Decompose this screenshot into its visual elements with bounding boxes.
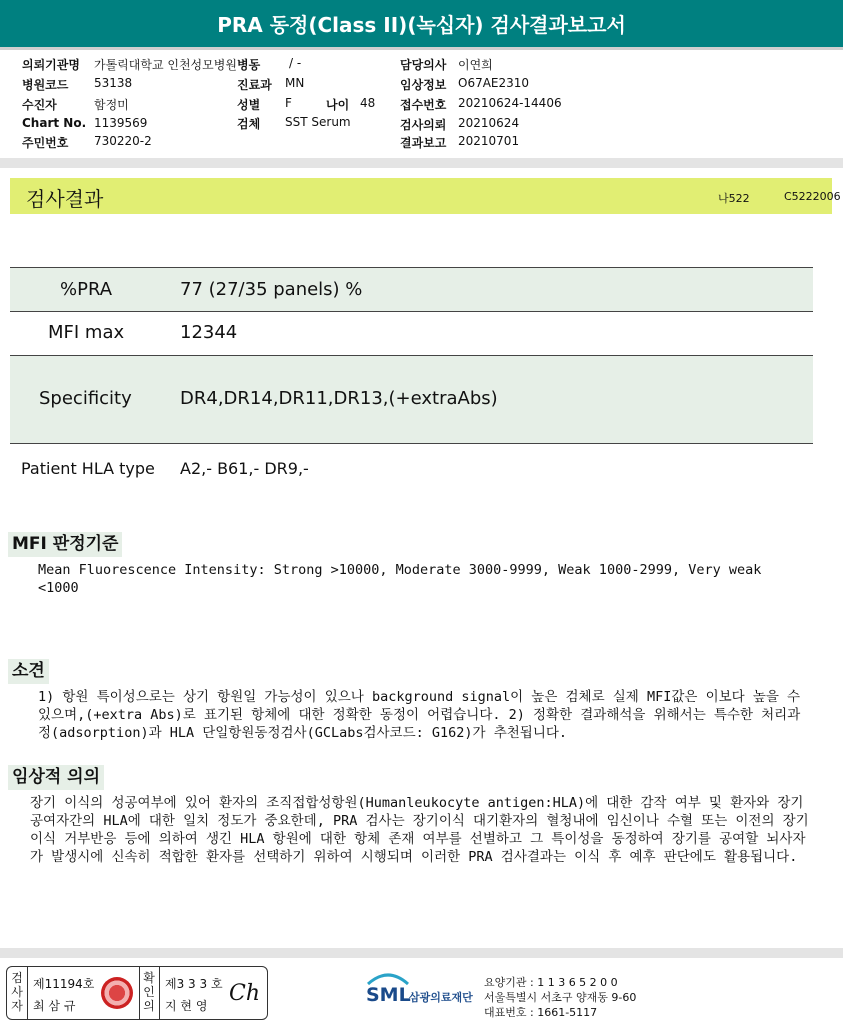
- row-key: %PRA: [60, 279, 113, 300]
- opinion-text: 1) 항원 특이성으로는 상기 항원일 가능성이 있으나 background signal이 높은 검체로 실제 MFI값은 이보다 높을 수 있으며,(+extra Abs)로 표기된 항체에 대한 정확한 동정이 어렵습니다. 2) 정확한 결과해석을 위해서는 특수한 처리과정(adsorption)과 HLA 단일항원동정검사(GCLabs검사코드: G162)가 추천됩니다.: [38, 689, 809, 741]
- row-key: MFI max: [48, 322, 125, 343]
- box-divider: [139, 967, 140, 1019]
- row-value: DR4,DR14,DR11,DR13,(+extraAbs): [180, 388, 498, 409]
- signature: Ch: [229, 981, 261, 1006]
- age-value: 48: [360, 96, 376, 110]
- institution-value: 가톨릭대학교 인천성모병원: [94, 58, 237, 72]
- specimen-label: 검체: [237, 117, 261, 131]
- examiner-name: 최 삼 규: [33, 999, 76, 1013]
- table-row-mfi-max: [10, 312, 813, 355]
- patient-value: 함정미: [94, 98, 129, 112]
- org-address: 서울특별시 서초구 양재동 9-60: [484, 991, 637, 1004]
- doctor-label: 담당의사: [400, 58, 447, 72]
- patient-label: 수진자: [22, 98, 57, 112]
- chart-no-value: 1139569: [94, 116, 148, 130]
- receipt-no-value: 20210624-14406: [458, 96, 562, 110]
- seal-icon: [101, 977, 133, 1009]
- hospital-code-value: 53138: [94, 76, 133, 90]
- row-value: A2,- B61,- DR9,-: [180, 459, 309, 478]
- clinical-text: 장기 이식의 성공여부에 있어 환자의 조직접합성항원(Humanleukocyte antigen:HLA)에 대한 감작 여부 및 환자와 장기공여자간의 HLA에 대한 일치 정도가 중요한데, PRA 검사는 장기이식 대기환자의 혈청내에 임신이나 수혈 또는 이전의 장기이식 거부반응 등에 의하여 생긴 HLA 항원에 대한 항체 존재 여부를 선별하고 그 특이성을 동정하여 장기를 공여할 뇌사자가 발생시에 신속히 적합한 환자를 선택하기 위하여 시행되며 이러한 PRA 검사결과는 이식 후 예후 판단에도 활용됩니다.: [30, 795, 809, 865]
- resident-no-label: 주민번호: [22, 136, 69, 150]
- org-phone: 대표번호 : 1661-5117: [484, 1006, 598, 1019]
- sex-label: 성별: [237, 98, 261, 112]
- header-divider: [0, 158, 843, 168]
- result-code-secondary: C5222006: [784, 190, 841, 203]
- mfi-text: Mean Fluorescence Intensity: Strong >10000, Moderate 3000-9999, Weak 1000-2999, Very weak <1000: [38, 562, 770, 596]
- row-key: Specificity: [39, 388, 132, 409]
- table-row-hla-type: [10, 444, 813, 490]
- footer-divider: [0, 948, 843, 958]
- care-org-number: 요양기관 : 1 1 3 6 5 2 0 0: [484, 976, 618, 989]
- department-label: 진료과: [237, 78, 272, 92]
- result-heading: 검사결과: [26, 187, 104, 211]
- ward-value: / -: [289, 56, 302, 70]
- clinical-heading: 임상적 의의: [8, 765, 104, 790]
- report-date-label: 결과보고: [400, 136, 447, 150]
- mfi-heading: MFI 판정기준: [8, 532, 122, 557]
- doctor-value: 이연희: [458, 58, 493, 72]
- box-divider: [27, 967, 28, 1019]
- clinical-info-label: 임상정보: [400, 78, 447, 92]
- age-label: 나이: [326, 98, 350, 112]
- examiner-vertical-label: 검사자: [11, 971, 23, 1013]
- receipt-no-label: 접수번호: [400, 98, 447, 112]
- resident-no-value: 730220-2: [94, 134, 152, 148]
- confirmer-vertical-label: 확인의: [143, 971, 155, 1013]
- table-row-pra: [10, 268, 813, 311]
- confirmer-name: 지 현 영: [165, 999, 208, 1013]
- row-key: Patient HLA type: [21, 459, 155, 478]
- box-divider: [159, 967, 160, 1019]
- chart-no-label: Chart No.: [22, 116, 87, 130]
- request-date-value: 20210624: [458, 116, 520, 130]
- row-value: 77 (27/35 panels) %: [180, 279, 363, 300]
- confirmer-license: 제3 3 3 호: [165, 977, 223, 991]
- sex-value: F: [285, 96, 292, 110]
- examiner-license: 제11194호: [33, 977, 95, 991]
- result-code-primary: 나522: [718, 192, 750, 205]
- result-heading-bar: [10, 178, 841, 214]
- institution-label: 의뢰기관명: [22, 58, 80, 72]
- department-value: MN: [285, 76, 305, 90]
- signature-box: [6, 966, 268, 1020]
- clinical-info-value: O67AE2310: [458, 76, 530, 90]
- row-value: 12344: [180, 322, 238, 343]
- request-date-label: 검사의뢰: [400, 118, 447, 132]
- org-logo: SML: [366, 984, 411, 1006]
- table-row-specificity: [10, 356, 813, 443]
- specimen-value: SST Serum: [285, 115, 351, 129]
- ward-label: 병동: [237, 58, 261, 72]
- opinion-heading: 소견: [8, 659, 49, 684]
- hospital-code-label: 병원코드: [22, 78, 69, 92]
- report-date-value: 20210701: [458, 134, 520, 148]
- org-name: 삼광의료재단: [409, 991, 473, 1004]
- report-title: PRA 동정(Class II)(녹십자) 검사결과보고서: [0, 0, 843, 50]
